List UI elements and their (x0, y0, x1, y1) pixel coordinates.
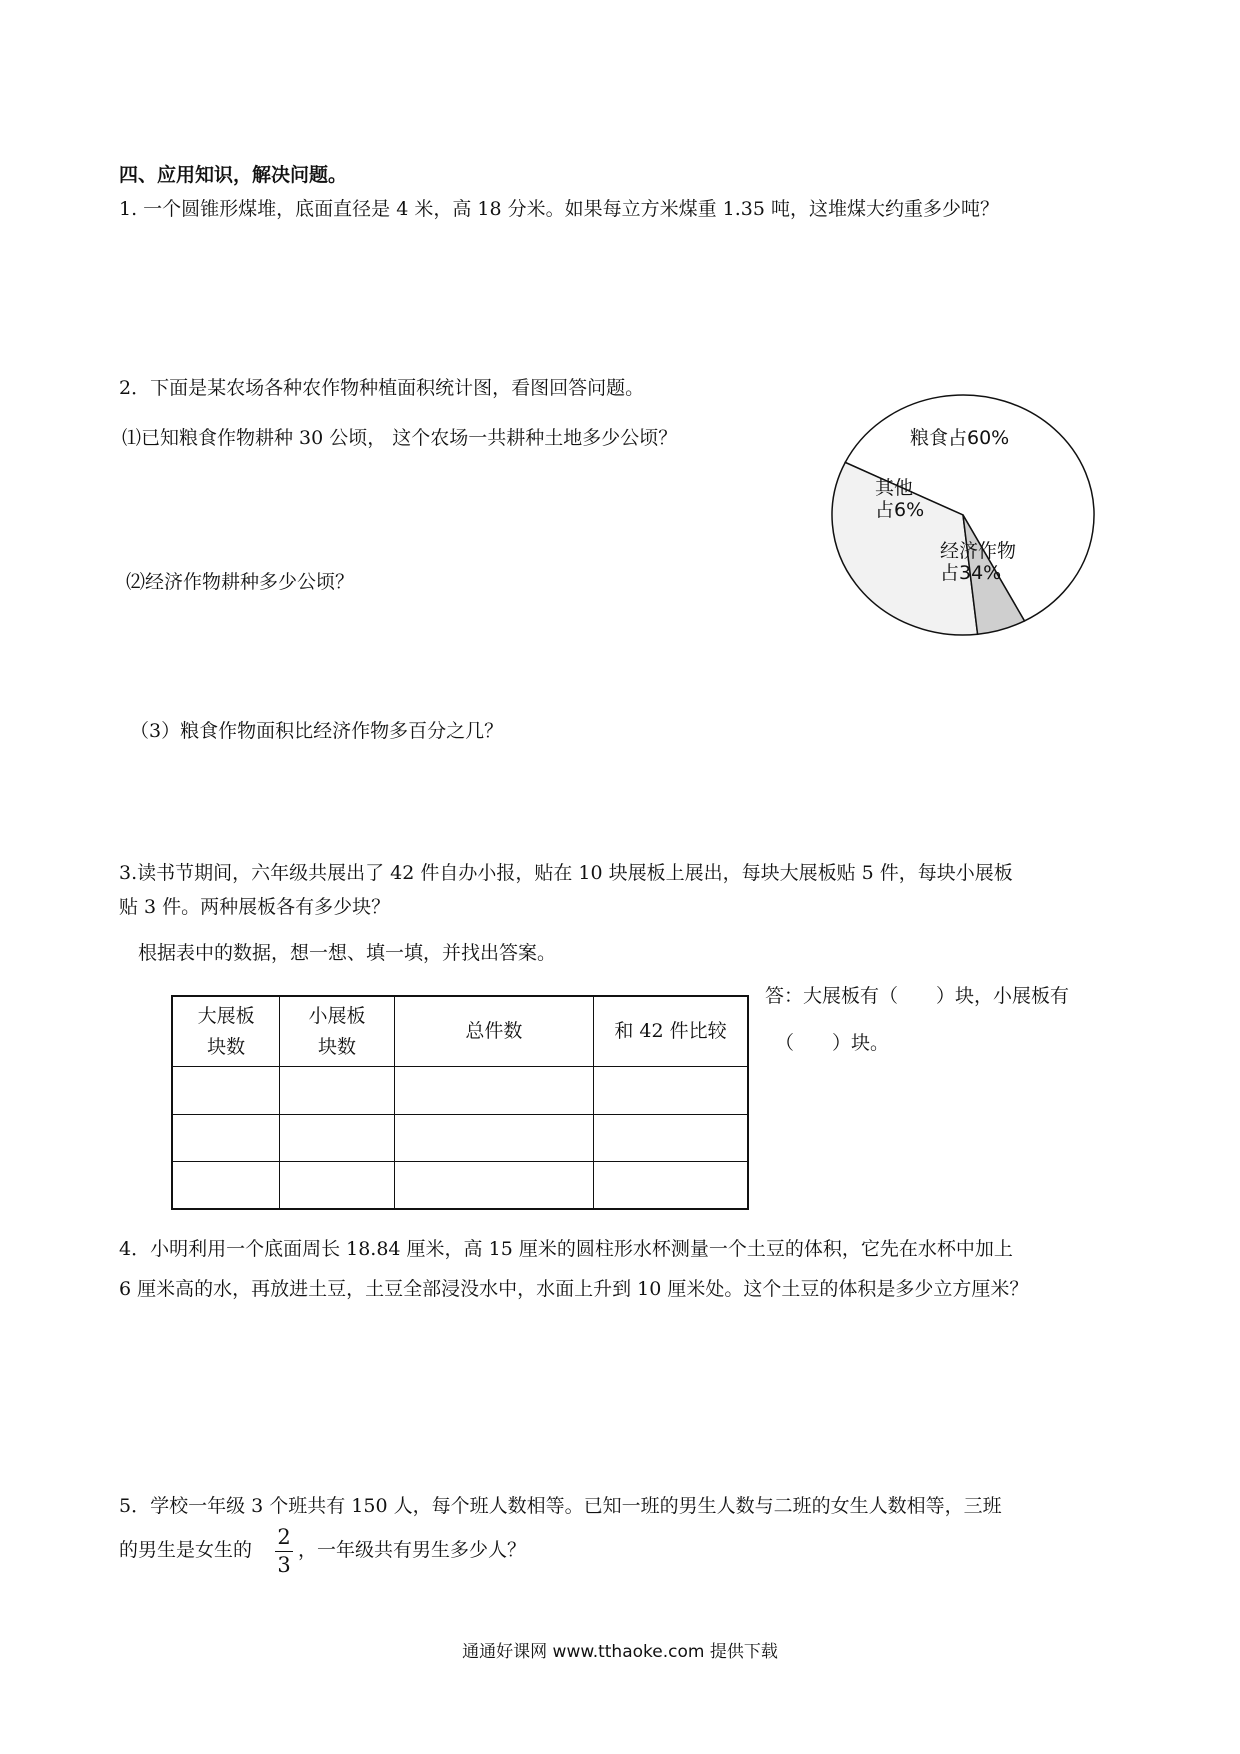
blank-cell[interactable] (172, 1162, 280, 1209)
header-compare-42 (594, 996, 748, 1067)
pie-label: 粮食占60% (910, 427, 1010, 449)
header-cell-line: 大展板 (197, 1005, 255, 1028)
footer-credit: 通通好课网 www.tthaoke.com 提供下载 (462, 1642, 778, 1662)
question-5-line-1: 5．学校一年级 3 个班共有 150 人，每个班人数相等。已知一班的男生人数与二班的女生人数相等，三班 (119, 1495, 1002, 1517)
header-cell-line: 小展板 (308, 1005, 366, 1028)
fraction-denominator: 3 (277, 1553, 291, 1577)
question-5-line-2-after: ，一年级共有男生多少人？ (298, 1539, 527, 1561)
answer-table (171, 995, 749, 1210)
question-3-line-2: 贴 3 件。两种展板各有多少块？ (119, 896, 391, 918)
section-title: 四、应用知识，解决问题。 (119, 164, 348, 186)
question-4-line-1: 4．小明利用一个底面周长 18.84 厘米，高 15 厘米的圆柱形水杯测量一个土豆的体积，它先在水杯中加上 (119, 1238, 1013, 1260)
table-row (172, 1162, 748, 1209)
pie-label: 占6% (875, 499, 925, 521)
header-large-board-count (172, 996, 280, 1067)
blank-cell[interactable] (394, 1067, 593, 1114)
header-cell-line: 块数 (317, 1035, 356, 1058)
header-total-items (394, 996, 593, 1067)
blank-cell[interactable] (280, 1067, 395, 1114)
pie-label: 占34% (940, 562, 1002, 584)
header-cell-line: 总件数 (465, 1020, 523, 1043)
fraction-numerator: 2 (277, 1525, 291, 1549)
question-3-answer-line-1: 答：大展板有（ ）块，小展板有 (765, 985, 1070, 1007)
blank-cell[interactable] (172, 1114, 280, 1161)
blank-cell[interactable] (280, 1162, 395, 1209)
question-2-part-2: ⑵经济作物耕种多少公顷？ (126, 571, 355, 593)
pie-label: 其他 (875, 477, 914, 499)
table-row (172, 1067, 748, 1114)
header-small-board-count (280, 996, 395, 1067)
question-2-part-3: （3）粮食作物面积比经济作物多百分之几？ (130, 720, 504, 742)
fraction-bar (275, 1551, 293, 1552)
blank-cell[interactable] (594, 1114, 748, 1161)
fraction-two-thirds (274, 1527, 294, 1576)
blank-cell[interactable] (394, 1114, 593, 1161)
question-2: 2．下面是某农场各种农作物种植面积统计图，看图回答问题。 (119, 377, 645, 399)
pie-label: 经济作物 (940, 540, 1017, 562)
question-2-part-1: ⑴已知粮食作物耕种 30 公顷， 这个农场一共耕种土地多少公顷？ (122, 427, 678, 449)
blank-cell[interactable] (594, 1067, 748, 1114)
question-3-instruction: 根据表中的数据，想一想、填一填，并找出答案。 (138, 942, 557, 964)
question-3-line-1: 3.读书节期间，六年级共展出了 42 件自办小报，贴在 10 块展板上展出，每块大展板贴 5 件，每块小展板 (119, 862, 1013, 884)
table-row (172, 1114, 748, 1161)
blank-cell[interactable] (172, 1067, 280, 1114)
question-1: 1. 一个圆锥形煤堆，底面直径是 4 米，高 18 分米。如果每立方米煤重 1.35 吨，这堆煤大约重多少吨？ (119, 198, 999, 220)
blank-cell[interactable] (594, 1162, 748, 1209)
blank-cell[interactable] (280, 1114, 395, 1161)
question-5-line-2-before: 的男生是女生的 (119, 1539, 253, 1561)
pie-chart (830, 393, 1096, 637)
table-header-row (172, 996, 748, 1067)
question-3-answer-line-2: （ ）块。 (775, 1032, 890, 1054)
header-cell-line: 块数 (207, 1035, 246, 1058)
header-cell-line: 和 42 件比较 (614, 1020, 727, 1043)
question-4-line-2: 6 厘米高的水，再放进土豆，土豆全部浸没水中，水面上升到 10 厘米处。这个土豆的体积是多少立方厘米？ (119, 1278, 1029, 1300)
blank-cell[interactable] (394, 1162, 593, 1209)
